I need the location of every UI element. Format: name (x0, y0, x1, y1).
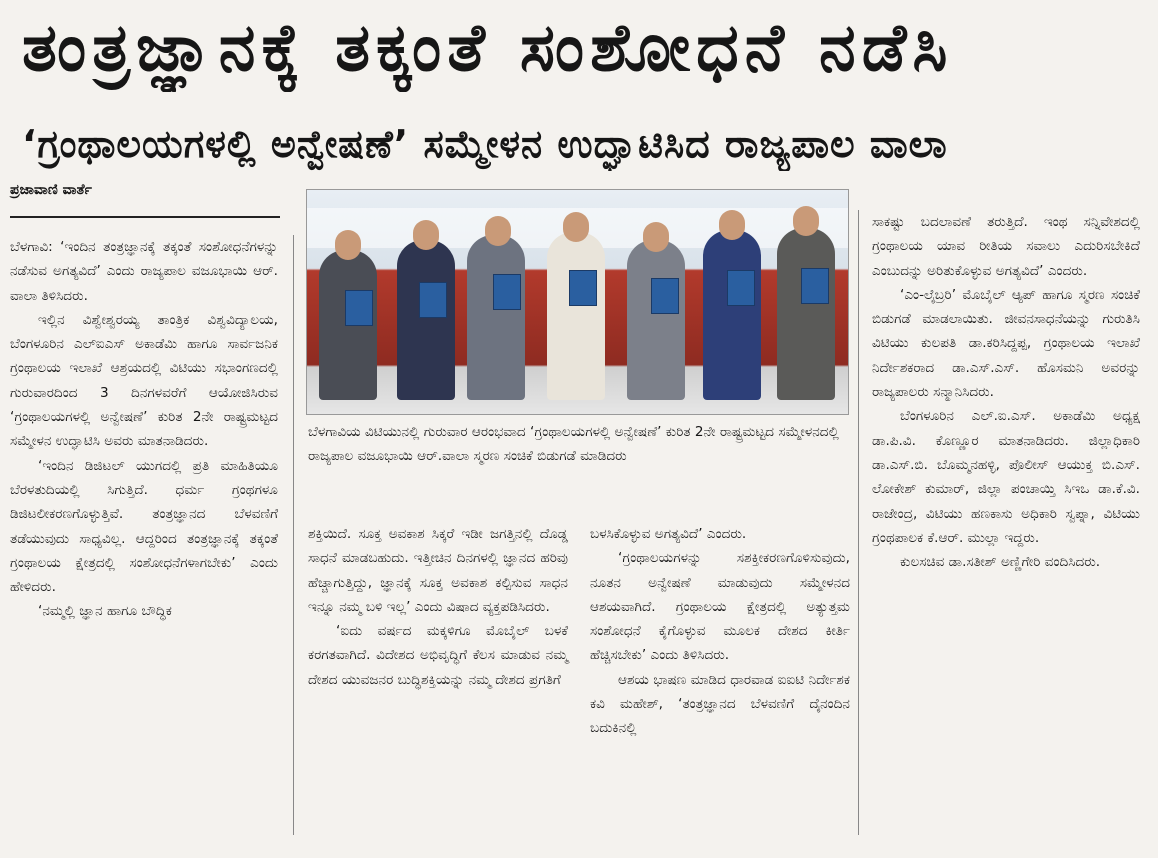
person-head (563, 212, 589, 242)
article-column-1 (10, 235, 278, 624)
paragraph: ಬಳಸಿಕೊಳ್ಳುವ ಅಗತ್ಯವಿದೆ’ ಎಂದರು. (590, 526, 747, 542)
article-column-3 (590, 522, 850, 741)
person-head (485, 216, 511, 246)
person-head (719, 210, 745, 240)
paragraph: ಇಲ್ಲಿನ ವಿಶ್ವೇಶ್ವರಯ್ಯ ತಾಂತ್ರಿಕ ವಿಶ್ವವಿದ್ಯಾಲಯ, ಬೆಂಗಳೂರಿನ ಎಲ್‌ಐಎಸ್ ಅಕಾಡೆಮಿ ಹಾಗೂ ಸಾರ್ವಜನಿಕ ಗ್ರಂಥಾಲಯ ಇಲಾಖೆ ಆಶ್ರಯದಲ್ಲಿ ವಿಟಿಯು ಸಭಾಂಗಣದಲ್ಲಿ ಗುರುವಾರದಿಂದ 3 ದಿನಗಳವರೆಗೆ ಆಯೋಜಿಸಿರುವ ‘ಗ್ರಂಥಾಲಯಗಳಲ್ಲಿ ಅನ್ವೇಷಣೆ’ ಕುರಿತ 2ನೇ ರಾಷ್ಟ್ರಮಟ್ಟದ ಸಮ್ಮೇಳನ ಉದ್ಘಾಟಿಸಿ ಅವರು ಮಾತನಾಡಿದರು. (10, 311, 278, 450)
subheadline: ‘ಗ್ರಂಥಾಲಯಗಳಲ್ಲಿ ಅನ್ವೇಷಣೆ’ ಸಮ್ಮೇಳನ ಉದ್ಘಾಟಿಸಿದ ರಾಜ್ಯಪಾಲ ವಾಲಾ (22, 122, 948, 166)
person-head (335, 230, 361, 260)
column-divider (858, 210, 859, 835)
person (703, 230, 761, 400)
paragraph: ‘ಗ್ರಂಥಾಲಯಗಳನ್ನು ಸಶಕ್ತೀಕರಣಗೊಳಿಸುವುದು, ನೂತನ ಅನ್ವೇಷಣೆ ಮಾಡುವುದು ಸಮ್ಮೇಳನದ ಆಶಯವಾಗಿದೆ. ಗ್ರಂಥಾಲಯ ಕ್ಷೇತ್ರದಲ್ಲಿ ಅತ್ಯುತ್ತಮ ಸಂಶೋಧನೆ ಕೈಗೊಳ್ಳುವ ಮೂಲಕ ದೇಶದ ಕೀರ್ತಿ ಹೆಚ್ಚಿಸಬೇಕು’ ಎಂದು ತಿಳಿಸಿದರು. (590, 550, 850, 664)
person-head (793, 206, 819, 236)
book (651, 278, 679, 314)
person (627, 240, 685, 400)
paragraph: ಸಾಕಷ್ಟು ಬದಲಾವಣೆ ತರುತ್ತಿದೆ. ಇಂಥ ಸನ್ನಿವೇಶದಲ್ಲಿ ಗ್ರಂಥಾಲಯ ಯಾವ ರೀತಿಯ ಸವಾಲು ಎದುರಿಸಬೇಕಿದೆ ಎಂಬುದನ್ನು ಅರಿತುಕೊಳ್ಳುವ ಅಗತ್ಯವಿದೆ’ ಎಂದರು. (872, 214, 1140, 279)
person-head (413, 220, 439, 250)
book (345, 290, 373, 326)
person (397, 240, 455, 400)
book (493, 274, 521, 310)
paragraph: ಕುಲಸಚಿವ ಡಾ.ಸತೀಶ್ ಅಣ್ಣಿಗೇರಿ ವಂದಿಸಿದರು. (900, 554, 1101, 571)
column-divider (293, 235, 294, 835)
person-head (643, 222, 669, 252)
paragraph: ‘ಇಂದಿನ ಡಿಜಿಟಲ್ ಯುಗದಲ್ಲಿ ಪ್ರತಿ ಮಾಹಿತಿಯೂ ಬೆರಳತುದಿಯಲ್ಲಿ ಸಿಗುತ್ತಿದೆ. ಧರ್ಮ ಗ್ರಂಥಗಳೂ ಡಿಜಿಟಲೀಕರಣಗೊಳ್ಳುತ್ತಿವೆ. ತಂತ್ರಜ್ಞಾನದ ಬೆಳವಣಿಗೆ ತಡೆಯುವುದು ಸಾಧ್ಯವಿಲ್ಲ. ಆದ್ದರಿಂದ ತಂತ್ರಜ್ಞಾನಕ್ಕೆ ತಕ್ಕಂತೆ ಗ್ರಂಥಾಲಯ ಕ್ಷೇತ್ರದಲ್ಲಿ ಸಂಶೋಧನೆಗಳಾಗಬೇಕು’ ಎಂದು ಹೇಳಿದರು. (10, 457, 278, 596)
paragraph: ‘ಐದು ವರ್ಷದ ಮಕ್ಕಳಿಗೂ ಮೊಬೈಲ್ ಬಳಕೆ ಕರಗತವಾಗಿದೆ. ವಿದೇಶದ ಅಭಿವೃದ್ಧಿಗೆ ಕೆಲಸ ಮಾಡುವ ನಮ್ಮ ದೇಶದ ಯುವಜನರ ಬುದ್ಧಿಶಕ್ತಿಯನ್ನು ನಮ್ಮ ದೇಶದ ಪ್ರಗತಿಗೆ (308, 623, 568, 688)
person (547, 232, 605, 400)
person (777, 228, 835, 400)
paragraph: ‘ನಮ್ಮಲ್ಲಿ ಜ್ಞಾನ ಹಾಗೂ ಬೌದ್ಧಿಕ (38, 603, 172, 620)
paragraph: ಬೆಳಗಾವಿ: ‘ಇಂದಿನ ತಂತ್ರಜ್ಞಾನಕ್ಕೆ ತಕ್ಕಂತೆ ಸಂಶೋಧನೆಗಳನ್ನು ನಡೆಸುವ ಅಗತ್ಯವಿದೆ’ ಎಂದು ರಾಜ್ಯಪಾಲ ವಜೂಭಾಯಿ ಆರ್. ವಾಲಾ ತಿಳಿಸಿದರು. (10, 239, 278, 304)
article-column-2 (308, 522, 568, 692)
paragraph: ಆಶಯ ಭಾಷಣ ಮಾಡಿದ ಧಾರವಾಡ ಐಐಟಿ ನಿರ್ದೇಶಕ ಕವಿ ಮಹೇಶ್, ‘ತಂತ್ರಜ್ಞಾನದ ಬೆಳವಣಿಗೆ ದೈನಂದಿನ ಬದುಕಿನಲ್ಲಿ (590, 671, 850, 737)
news-photo (306, 189, 849, 415)
photo-caption: ಬೆಳಗಾವಿಯ ವಿಟಿಯುನಲ್ಲಿ ಗುರುವಾರ ಆರಂಭವಾದ ‘ಗ್ರಂಥಾಲಯಗಳಲ್ಲಿ ಅನ್ವೇಷಣೆ’ ಕುರಿತ 2ನೇ ರಾಷ್ಟ್ರಮಟ್ಟದ ಸಮ್ಮೇಳನದಲ್ಲಿ ರಾಜ್ಯಪಾಲ ವಜೂಭಾಯಿ ಆರ್.ವಾಲಾ ಸ್ಮರಣ ಸಂಚಿಕೆ ಬಿಡುಗಡೆ ಮಾಡಿದರು (308, 424, 839, 465)
book (801, 268, 829, 304)
headline: ತಂತ್ರಜ್ಞಾನಕ್ಕೆ ತಕ್ಕಂತೆ ಸಂಶೋಧನೆ ನಡೆಸಿ (22, 9, 954, 86)
paragraph: ಬೆಂಗಳೂರಿನ ಎಲ್.ಐ.ಎಸ್. ಅಕಾಡೆಮಿ ಅಧ್ಯಕ್ಷ ಡಾ.ಪಿ.ವಿ. ಕೊಣ್ಣೂರ ಮಾತನಾಡಿದರು. ಜಿಲ್ಲಾಧಿಕಾರಿ ಡಾ.ಎಸ್.ಬಿ. ಬೊಮ್ಮನಹಳ್ಳಿ, ಪೊಲೀಸ್ ಆಯುಕ್ತ ಬಿ.ಎಸ್. ಲೋಕೇಶ್ ಕುಮಾರ್, ಜಿಲ್ಲಾ ಪಂಚಾಯ್ತಿ ಸಿಇಒ ಡಾ.ಕೆ.ವಿ. ರಾಜೇಂದ್ರ, ವಿಟಿಯು ಹಣಕಾಸು ಅಧಿಕಾರಿ ಸ್ವಪ್ನಾ, ವಿಟಿಯು ಗ್ರಂಥಪಾಲಕ ಕೆ.ಆರ್. ಮುಲ್ಲಾ ಇದ್ದರು. (872, 408, 1140, 546)
book (727, 270, 755, 306)
paragraph: ಶಕ್ತಿಯಿದೆ. ಸೂಕ್ತ ಅವಕಾಶ ಸಿಕ್ಕರೆ ಇಡೀ ಜಗತ್ತಿನಲ್ಲಿ ದೊಡ್ಡ ಸಾಧನೆ ಮಾಡಬಹುದು. ಇತ್ತೀಚಿನ ದಿನಗಳಲ್ಲಿ ಜ್ಞಾನದ ಹರಿವು ಹೆಚ್ಚಾಗುತ್ತಿದ್ದು, ಜ್ಞಾನಕ್ಕೆ ಸೂಕ್ತ ಅವಕಾಶ ಕಲ್ಪಿಸುವ ಸಾಧನ ಇನ್ನೂ ನಮ್ಮ ಬಳಿ ಇಲ್ಲ’ ಎಂದು ವಿಷಾದ ವ್ಯಕ್ತಪಡಿಸಿದರು. (308, 526, 568, 615)
byline-rule (10, 216, 280, 218)
paragraph: ‘ಎಂ-ಲೈಬ್ರರಿ’ ಮೊಬೈಲ್ ಆ್ಯಪ್ ಹಾಗೂ ಸ್ಮರಣ ಸಂಚಿಕೆ ಬಿಡುಗಡೆ ಮಾಡಲಾಯಿತು. ಜೀವನಸಾಧನೆಯನ್ನು ಗುರುತಿಸಿ ವಿಟಿಯು ಕುಲಪತಿ ಡಾ.ಕರಿಸಿದ್ದಪ್ಪ, ಗ್ರಂಥಾಲಯ ಇಲಾಖೆ ನಿರ್ದೇಶಕರಾದ ಡಾ.ಎಸ್.ಎಸ್. ಹೊಸಮನಿ ಅವರನ್ನು ರಾಜ್ಯಪಾಲರು ಸನ್ಮಾನಿಸಿದರು. (872, 286, 1140, 401)
book (569, 270, 597, 306)
byline: ಪ್ರಜಾವಾಣಿ ವಾರ್ತೆ (10, 182, 92, 198)
book (419, 282, 447, 318)
article-column-4 (872, 210, 1140, 574)
person (467, 235, 525, 400)
